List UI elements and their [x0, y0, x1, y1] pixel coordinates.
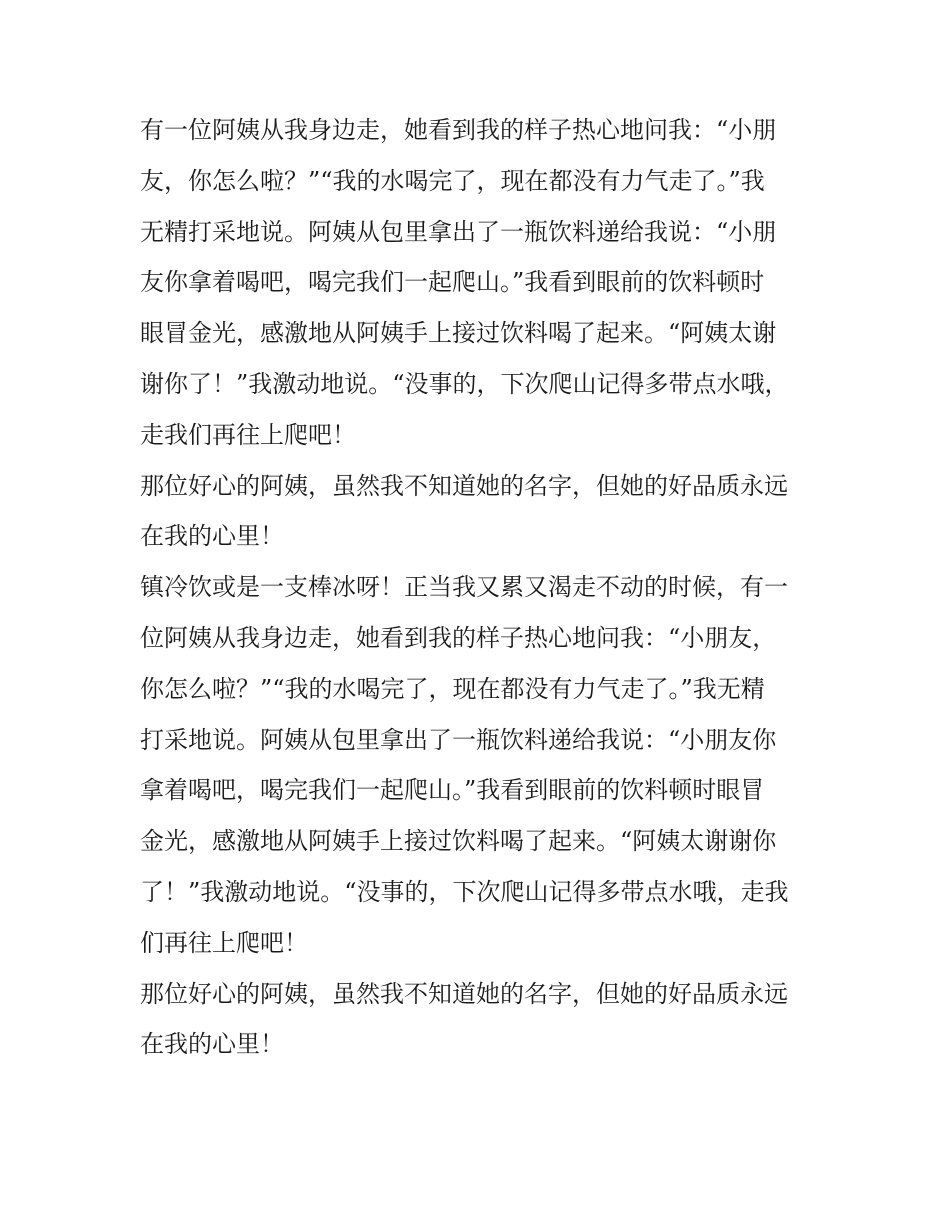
- text-line: 了！”我激动地说。“没事的，下次爬山记得多带点水哦，走我: [140, 877, 789, 906]
- text-line: 眼冒金光，感激地从阿姨手上接过饮料喝了起来。“阿姨太谢: [140, 319, 777, 348]
- text-line: 友你拿着喝吧，喝完我们一起爬山。”我看到眼前的饮料顿时: [140, 268, 765, 297]
- text-line: 无精打采地说。阿姨从包里拿出了一瓶饮料递给我说：“小朋: [140, 217, 777, 246]
- text-line: 谢你了！”我激动地说。“没事的，下次爬山记得多带点水哦，: [140, 369, 789, 398]
- text-line: 那位好心的阿姨，虽然我不知道她的名字，但她的好品质永远: [140, 471, 788, 500]
- text-line: 们再往上爬吧！: [140, 928, 308, 957]
- text-line: 在我的心里！: [140, 522, 284, 551]
- text-line: 那位好心的阿姨，虽然我不知道她的名字，但她的好品质永远: [140, 979, 788, 1008]
- text-line: 在我的心里！: [140, 1030, 284, 1059]
- text-line: 友，你怎么啦？”“我的水喝完了，现在都没有力气走了。”我: [140, 166, 765, 195]
- text-line: 走我们再往上爬吧！: [140, 420, 356, 449]
- document-body: [140, 105, 830, 1070]
- text-line: 打采地说。阿姨从包里拿出了一瓶饮料递给我说：“小朋友你: [140, 725, 777, 754]
- text-line: 金光，感激地从阿姨手上接过饮料喝了起来。“阿姨太谢谢你: [140, 827, 777, 856]
- text-line: 拿着喝吧，喝完我们一起爬山。”我看到眼前的饮料顿时眼冒: [140, 776, 765, 805]
- text-line: 位阿姨从我身边走，她看到我的样子热心地问我：“小朋友，: [140, 623, 777, 652]
- text-line: 你怎么啦？”“我的水喝完了，现在都没有力气走了。”我无精: [140, 674, 765, 703]
- text-line: 有一位阿姨从我身边走，她看到我的样子热心地问我：“小朋: [140, 116, 777, 144]
- text-line: 镇冷饮或是一支棒冰呀！正当我又累又渴走不动的时候，有一: [140, 573, 788, 602]
